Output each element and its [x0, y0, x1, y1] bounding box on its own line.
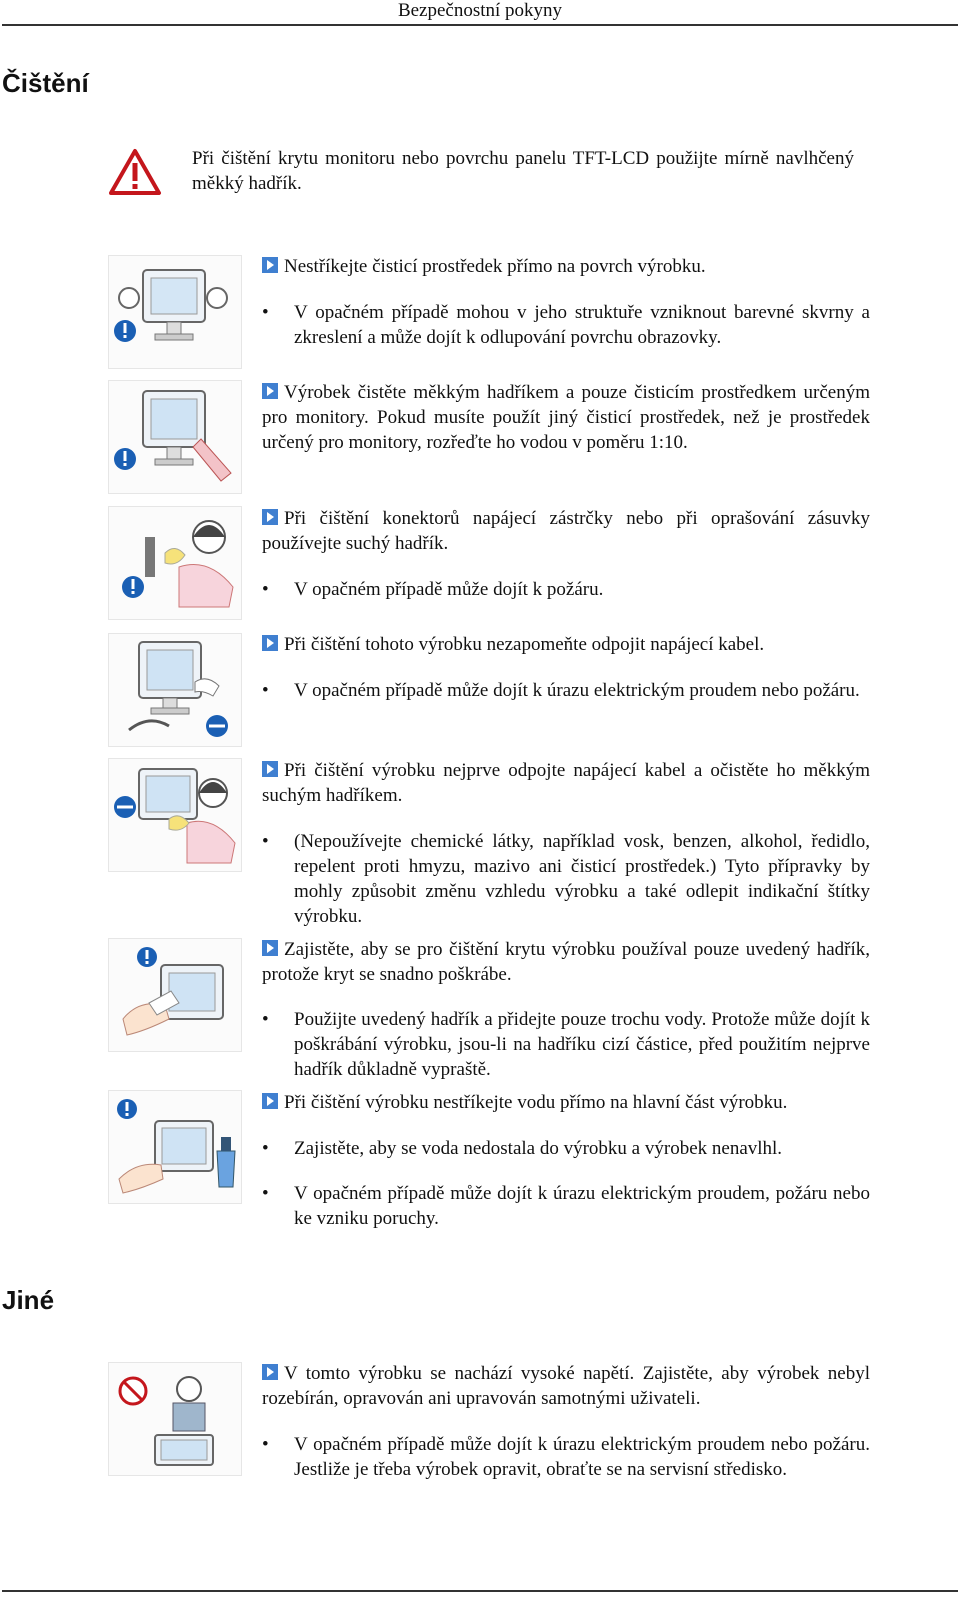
item-7-lead	[262, 1090, 870, 1115]
item-4-lead	[262, 632, 870, 657]
blue-arrow-icon	[262, 938, 278, 954]
item-3-lead	[262, 506, 870, 556]
illustration-cloth-cleaning	[108, 380, 242, 494]
item-7-bullet-2-text: V opačném případě může dojít k úrazu elektrickým proudem, požáru nebo ke vzniku poruchy.	[294, 1183, 870, 1229]
section-title-other: Jiné	[2, 1285, 55, 1315]
item-1-lead-text: Nestříkejte čisticí prostředek přímo na povrch výrobku.	[284, 256, 706, 277]
item-5-bullet-1-text: (Nepoužívejte chemické látky, například vosk, benzen, alkohol, ředidlo, repelent proti hmyzu, mazivo ani čisticí prostředek.) Tyto přípravky by mohly způsobit změnu vzhledu výrobku a také odlepit indikační štítky výrobku.	[294, 831, 870, 927]
item-6-lead-text: Zajistěte, aby se pro čištění krytu výrobku používal pouze uvedený hadřík, protože kryt se snadno poškrábe.	[262, 939, 870, 985]
bullet-dot: •	[262, 831, 269, 852]
item-6-lead	[262, 937, 870, 987]
illustration-wipe-cover	[108, 938, 242, 1052]
bullet-dot: •	[262, 680, 269, 701]
blue-arrow-icon	[262, 633, 278, 649]
bullet-dot: •	[262, 1434, 269, 1455]
item-8-lead	[262, 1361, 870, 1411]
blue-arrow-icon	[262, 381, 278, 397]
illustration-plug-cleaning	[108, 506, 242, 620]
section-title-cleaning: Čištění	[2, 68, 89, 98]
item-8-bullet-1	[262, 1432, 870, 1482]
item-8-bullet-1-text: V opačném případě může dojít k úrazu elektrickým proudem nebo požáru. Jestliže je třeba výrobek opravit, obraťte se na servisní středisko.	[294, 1434, 870, 1480]
blue-arrow-icon	[262, 1091, 278, 1107]
item-1-bullet-1-text: V opačném případě mohou v jeho struktuře vzniknout barevné skvrny a zkreslení a může dojít k odlupování povrchu obrazovky.	[294, 302, 870, 348]
bullet-dot: •	[262, 302, 269, 323]
item-5-bullet-1	[262, 829, 870, 929]
item-6-bullet-1	[262, 1007, 870, 1082]
item-3-bullet-1	[262, 577, 870, 602]
blue-arrow-icon	[262, 759, 278, 775]
item-7-bullet-1-text: Zajistěte, aby se voda nedostala do výrobku a výrobek nenavlhl.	[294, 1138, 783, 1159]
item-1-lead	[262, 254, 870, 279]
blue-arrow-icon	[262, 1362, 278, 1378]
bullet-dot: •	[262, 1009, 269, 1030]
item-7-bullet-1	[262, 1136, 870, 1161]
item-6-bullet-1-text: Použijte uvedený hadřík a přidejte pouze trochu vody. Protože může dojít k poškrábání výrobku, jsou-li na hadříku cizí částice, před použitím nejprve hadřík důkladně vypraště.	[294, 1009, 870, 1080]
bullet-dot: •	[262, 1138, 269, 1159]
item-5-lead-text: Při čištění výrobku nejprve odpojte napájecí kabel a očistěte ho měkkým suchým hadříkem.	[262, 760, 870, 806]
blue-arrow-icon	[262, 507, 278, 523]
illustration-no-disassembly	[108, 1362, 242, 1476]
bullet-dot: •	[262, 1183, 269, 1204]
header-divider	[2, 24, 958, 26]
item-8-lead-text: V tomto výrobku se nachází vysoké napětí. Zajistěte, aby výrobek nebyl rozebírán, opravován ani upravován samotnými uživateli.	[262, 1363, 870, 1409]
item-4-bullet-1-text: V opačném případě může dojít k úrazu elektrickým proudem nebo požáru.	[294, 680, 860, 701]
blue-arrow-icon	[262, 255, 278, 271]
item-3-lead-text: Při čištění konektorů napájecí zástrčky nebo při oprašování zásuvky používejte suchý hadřík.	[262, 508, 870, 554]
illustration-unplug-cable	[108, 633, 242, 747]
warning-triangle-icon	[108, 148, 162, 201]
item-4-bullet-1	[262, 678, 870, 703]
item-5-lead	[262, 758, 870, 808]
item-4-lead-text: Při čištění tohoto výrobku nezapomeňte odpojit napájecí kabel.	[284, 634, 765, 655]
illustration-no-water-spray	[108, 1090, 242, 1204]
bullet-dot: •	[262, 579, 269, 600]
illustration-dry-cloth	[108, 758, 242, 872]
item-1-bullet-1	[262, 300, 870, 350]
illustration-spray-screen	[108, 255, 242, 369]
warning-note: Při čištění krytu monitoru nebo povrchu panelu TFT-LCD použijte mírně navlhčený měkký hadřík.	[192, 148, 854, 194]
page-header-title: Bezpečnostní pokyny	[397, 0, 563, 21]
item-7-lead-text: Při čištění výrobku nestříkejte vodu přímo na hlavní část výrobku.	[284, 1092, 788, 1113]
item-3-bullet-1-text: V opačném případě může dojít k požáru.	[294, 579, 604, 600]
item-2-lead	[262, 380, 870, 455]
item-2-lead-text: Výrobek čistěte měkkým hadříkem a pouze čisticím prostředkem určeným pro monitory. Pokud musíte použít jiný čisticí prostředek, než je prostředek určený pro monitory, rozřeďte ho vodou v poměru 1:10.	[262, 382, 870, 453]
footer-divider	[2, 1590, 958, 1592]
item-7-bullet-2	[262, 1181, 870, 1231]
